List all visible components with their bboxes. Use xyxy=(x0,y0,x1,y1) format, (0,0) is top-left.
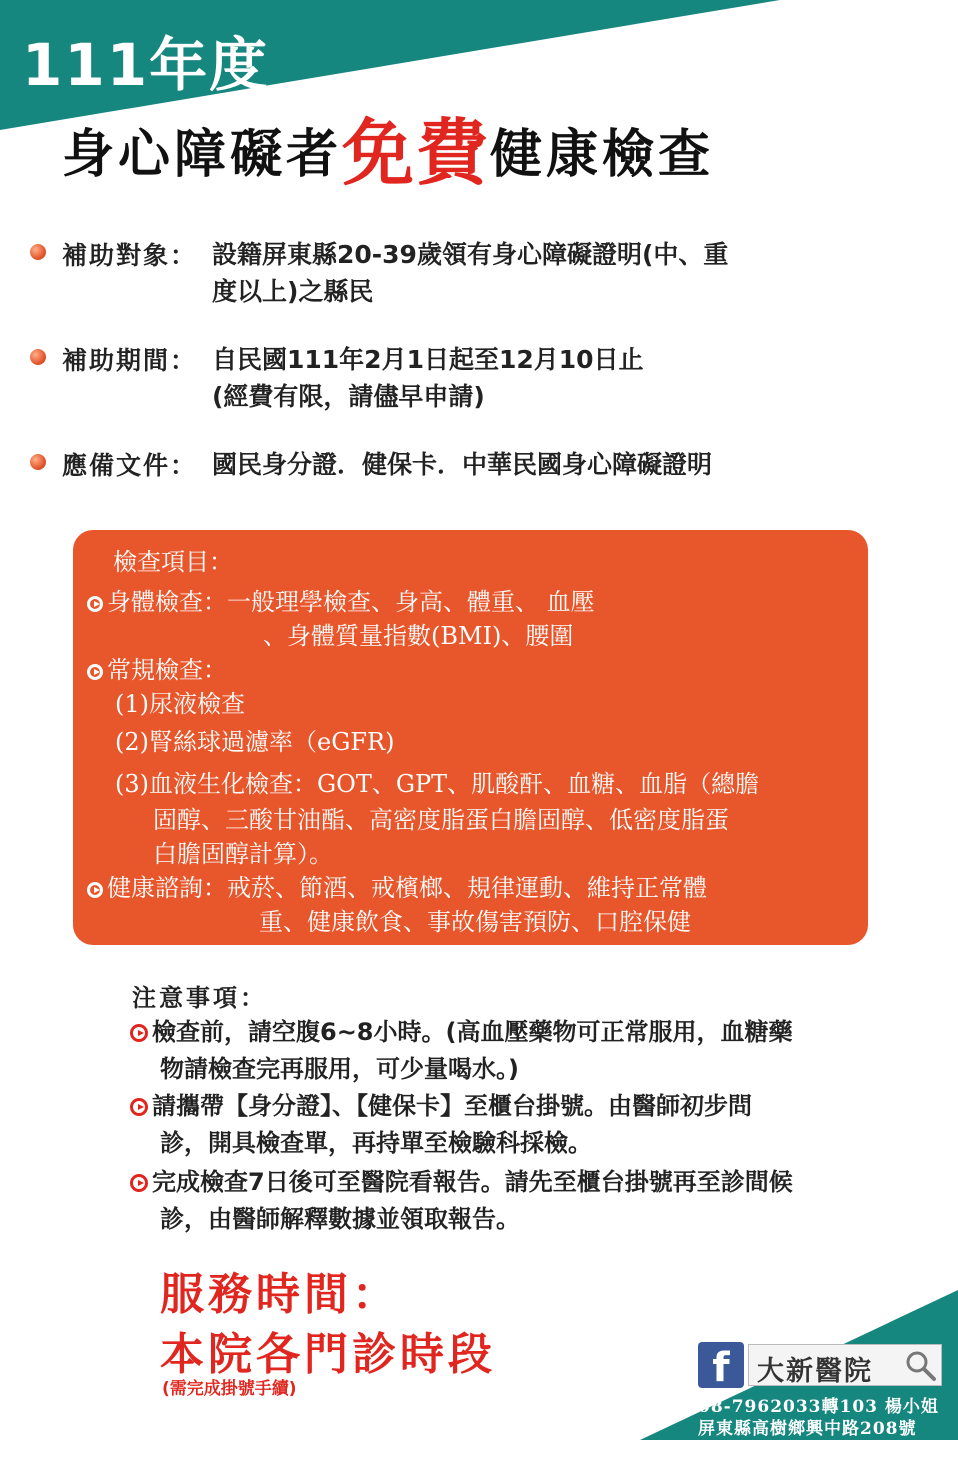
info-label: 應備文件： xyxy=(62,451,198,480)
notes-title: 注意事項： xyxy=(132,984,267,1012)
exam-routine-3-line3: 白膽固醇計算）。 xyxy=(153,840,333,868)
note-line: 檢查前，請空腹6~8小時。(高血壓藥物可正常服用，血糖藥 xyxy=(152,1018,793,1046)
note-line: 請攜帶【身分證】、【健保卡】至櫃台掛號。由醫師初步問 xyxy=(152,1092,752,1120)
note-line: 完成檢查7日後可至醫院看報告。請先至櫃台掛號再至診間候 xyxy=(152,1168,793,1196)
exam-routine xyxy=(87,650,227,685)
info-text xyxy=(212,341,812,415)
facebook-search-text: 大新醫院 xyxy=(757,1356,873,1387)
exam-physical-label: 身體檢查： xyxy=(107,588,227,616)
service-hours-title: 服務時間： xyxy=(160,1269,400,1320)
service-hours-note: (需完成掛號手續) xyxy=(162,1379,297,1399)
title-highlight: 免費 xyxy=(342,111,491,195)
exam-routine-3-line1: (3)血液生化檢查：GOT、GPT、肌酸酐、血糖、血脂（總膽 xyxy=(115,770,760,798)
page-title xyxy=(62,95,714,199)
search-icon xyxy=(903,1348,937,1382)
note-item xyxy=(130,1088,930,1162)
arrow-circle-icon xyxy=(87,882,103,898)
bottom-margin xyxy=(0,1440,958,1464)
exam-consult-line2: 重、健康飲食、事故傷害預防、口腔保健 xyxy=(259,908,691,936)
arrow-circle-icon xyxy=(87,664,103,680)
info-label: 補助期間： xyxy=(62,346,198,375)
note-line: 診，由醫師解釋數據並領取報告。 xyxy=(160,1205,520,1233)
info-line: 國民身分證．健保卡．中華民國身心障礙證明 xyxy=(212,450,713,479)
exam-routine-1: (1)尿液檢查 xyxy=(115,690,245,718)
exam-items-box xyxy=(73,530,868,945)
info-line: (經費有限，請儘早申請) xyxy=(212,382,485,411)
facebook-search-bar xyxy=(698,1342,944,1388)
info-line: 度以上)之縣民 xyxy=(212,277,374,306)
service-hours-value: 本院各門診時段 xyxy=(160,1329,496,1380)
title-suffix: 健康檢查 xyxy=(490,125,715,185)
bullet-icon xyxy=(30,454,46,470)
exam-routine-2: (2)腎絲球過濾率（eGFR) xyxy=(115,728,395,756)
facebook-search-field xyxy=(748,1344,942,1386)
exam-consult-line1: 戒菸、節酒、戒檳榔、規律運動、維持正常體 xyxy=(227,874,707,902)
info-text xyxy=(212,236,812,310)
exam-physical-line1: 一般理學檢查、身高、體重、 血壓 xyxy=(227,588,595,616)
hospital-logo-icon xyxy=(496,1378,548,1426)
bullet-icon xyxy=(30,244,46,260)
exam-consult xyxy=(87,868,707,903)
contact-phone: 08-7962033轉103 楊小姐 xyxy=(698,1397,939,1417)
info-line: 設籍屏東縣20-39歲領有身心障礙證明(中、重 xyxy=(212,240,729,269)
note-line: 物請檢查完再服用，可少量喝水。) xyxy=(160,1055,519,1083)
arrow-circle-icon xyxy=(87,596,103,612)
arrow-circle-icon xyxy=(130,1174,148,1192)
exam-routine-label: 常規檢查： xyxy=(107,656,227,684)
arrow-circle-icon xyxy=(130,1098,148,1116)
exam-physical xyxy=(87,582,595,617)
arrow-circle-icon xyxy=(130,1024,148,1042)
hospital-name-cn: 大新醫院 xyxy=(555,1383,659,1412)
year-label: 111年度 xyxy=(22,31,270,99)
info-line: 自民國111年2月1日起至12月10日止 xyxy=(212,345,644,374)
bullet-icon xyxy=(30,349,46,365)
hospital-name-en: Da-Sin Hospital xyxy=(555,1408,671,1423)
note-item xyxy=(130,1014,930,1088)
note-line: 診，開具檢查單，再持單至檢驗科採檢。 xyxy=(160,1129,592,1157)
info-text xyxy=(212,446,812,483)
exam-heading: 檢查項目： xyxy=(113,548,233,576)
note-item xyxy=(130,1164,930,1238)
exam-consult-label: 健康諮詢： xyxy=(107,874,227,902)
title-prefix: 身心障礙者 xyxy=(62,125,343,185)
facebook-icon: f xyxy=(698,1342,744,1388)
exam-physical-line2: 、身體質量指數(BMI)、腰圍 xyxy=(263,622,574,650)
exam-routine-3-line2: 固醇、三酸甘油酯、高密度脂蛋白膽固醇、低密度脂蛋 xyxy=(153,806,729,834)
info-label: 補助對象： xyxy=(62,241,198,270)
hospital-address: 屏東縣高樹鄉興中路208號 xyxy=(698,1419,917,1439)
